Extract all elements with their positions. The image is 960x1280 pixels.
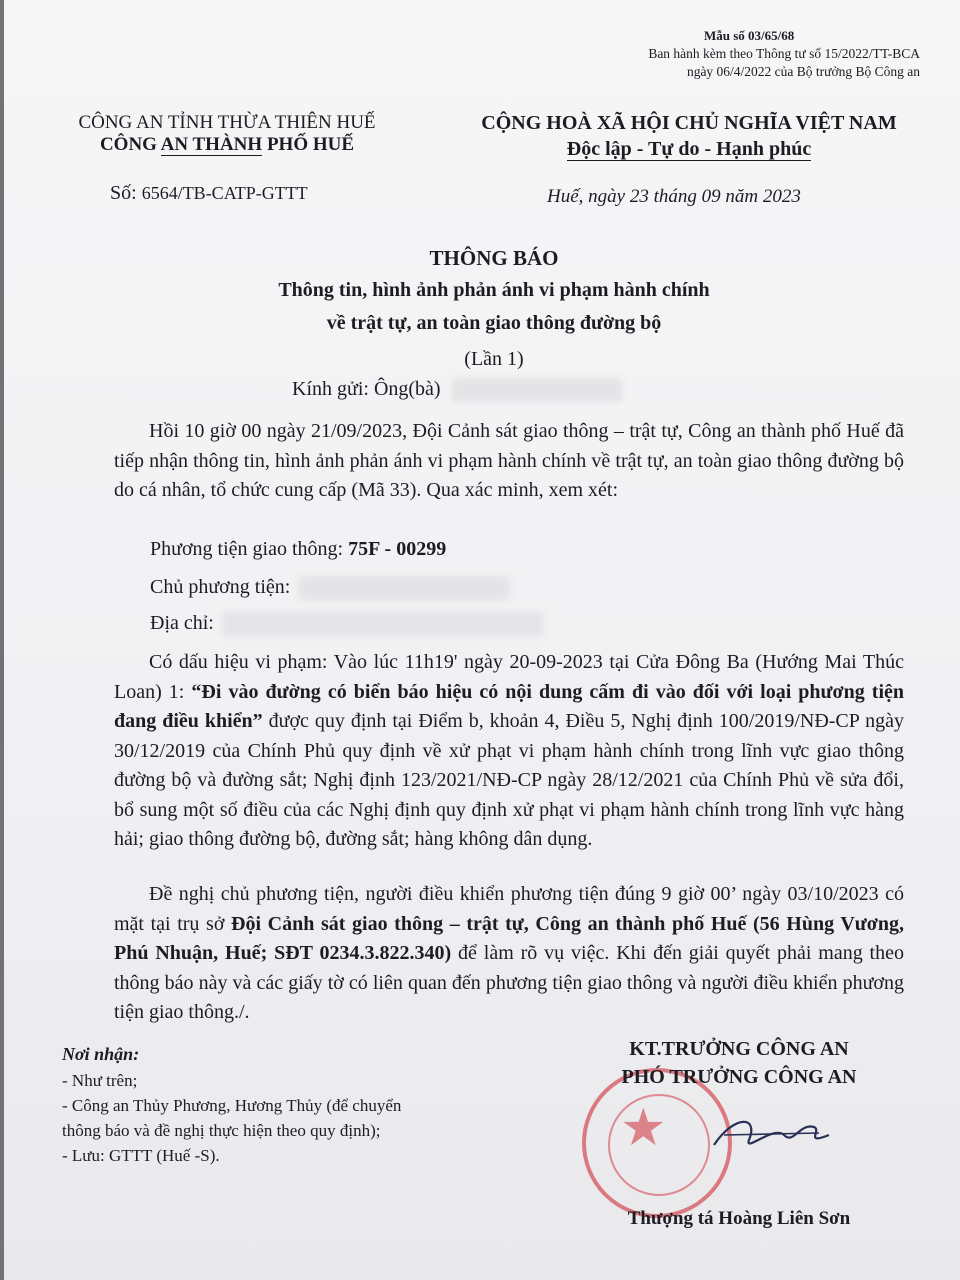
recipient-line bbox=[292, 378, 622, 402]
redacted-address bbox=[223, 612, 543, 636]
vehicle-line bbox=[150, 538, 446, 561]
recipients-label: Nơi nhận: bbox=[62, 1044, 140, 1064]
notice-title: THÔNG BÁO bbox=[429, 246, 559, 270]
redacted-owner bbox=[299, 576, 509, 600]
recipients-item-3: thông báo và đề nghị thực hiện theo quy định); bbox=[62, 1121, 381, 1140]
violation-text-a: Có dấu hiệu vi phạm: Vào lúc 11h19' ngày 20-09-2023 tại Cửa Đông Ba (Hướng Mai Thúc Loan) 1: bbox=[114, 651, 904, 703]
number-value: 6564/TB-CATP-GTTT bbox=[141, 183, 308, 203]
recipients-item-2: - Công an Thủy Phương, Hương Thủy (để chuyển bbox=[62, 1096, 402, 1115]
notice-subtitle-1: Thông tin, hình ảnh phản ánh vi phạm hành chính bbox=[278, 279, 710, 301]
document-page bbox=[4, 0, 960, 1280]
issued-line-2: ngày 06/4/2022 của Bộ trưởng Bộ Công an bbox=[686, 64, 920, 79]
address-label: Địa chỉ: bbox=[150, 612, 214, 634]
org-parent: CÔNG AN TỈNH THỪA THIÊN HUẾ bbox=[78, 112, 376, 133]
org-name-c: PHỐ HUẾ bbox=[262, 134, 355, 155]
form-number: Mẫu số 03/65/68 bbox=[704, 28, 795, 43]
owner-line bbox=[150, 576, 509, 600]
signature-title-2: PHÓ TRƯỞNG CÔNG AN bbox=[621, 1066, 857, 1088]
org-name-a: CÔNG bbox=[99, 134, 161, 155]
paragraph-violation bbox=[114, 648, 904, 855]
seal-star-icon: ★ bbox=[620, 1098, 667, 1158]
motto-text: Độc lập - Tự do - Hạnh phúc bbox=[566, 138, 812, 160]
paragraph-intro-text: Hồi 10 giờ 00 ngày 21/09/2023, Đội Cảnh sát giao thông – trật tự, Công an thành phố Huế đã tiếp nhận thông tin, hình ảnh phản ánh vi phạm hành chính về trật tự, an toàn giao thông đường bộ do cá nhân, tổ chức cung cấp (Mã 33). Qua xác minh, xem xét: bbox=[114, 420, 904, 501]
notice-subtitle-2: về trật tự, an toàn giao thông đường bộ bbox=[326, 312, 662, 334]
place-date: Huế, ngày 23 tháng 09 năm 2023 bbox=[547, 186, 801, 207]
vehicle-label: Phương tiện giao thông: bbox=[150, 538, 344, 560]
handwritten-signature bbox=[704, 1105, 834, 1165]
number-label: Số: bbox=[110, 182, 137, 204]
recipient-label: Kính gửi: Ông(bà) bbox=[292, 378, 441, 400]
org-name-b: AN THÀNH bbox=[160, 134, 263, 155]
recipients-item-1: - Như trên; bbox=[62, 1071, 138, 1090]
document-number bbox=[110, 182, 308, 205]
org-name bbox=[42, 134, 412, 156]
issued-line-1: Ban hành kèm theo Thông tư số 15/2022/TT-BCA bbox=[648, 46, 920, 61]
request-text-c: để làm rõ vụ việc. Khi đến giải quyết phải mang theo thông báo này và các giấy tờ có liên quan đến phương tiện giao thông và người điều khiển phương tiện giao thông./. bbox=[114, 942, 904, 1023]
signature-title-1: KT.TRƯỞNG CÔNG AN bbox=[629, 1038, 849, 1060]
recipients-item-4: - Lưu: GTTT (Huế -S). bbox=[62, 1146, 220, 1165]
paragraph-request bbox=[114, 880, 904, 1028]
vehicle-plate: 75F - 00299 bbox=[348, 538, 447, 560]
address-line bbox=[150, 612, 543, 636]
redacted-name bbox=[452, 378, 622, 402]
request-text-a: Đề nghị chủ phương tiện, người điều khiển phương tiện đúng 9 giờ 00’ ngày 03/10/2023 có mặt tại trụ sở bbox=[114, 883, 904, 935]
nation-name: CỘNG HOÀ XÃ HỘI CHỦ NGHĨA VIỆT NAM bbox=[481, 112, 897, 134]
notice-round: (Lần 1) bbox=[464, 348, 524, 370]
request-text-b: Đội Cảnh sát giao thông – trật tự, Công an thành phố Huế (56 Hùng Vương, Phú Nhuận, Huế; SĐT 0234.3.822.340) bbox=[114, 912, 904, 964]
signer-name: Thượng tá Hoàng Liên Sơn bbox=[627, 1208, 851, 1229]
motto bbox=[444, 138, 934, 161]
owner-label: Chủ phương tiện: bbox=[150, 576, 291, 598]
violation-text-c: được quy định tại Điểm b, khoản 4, Điều 5, Nghị định 100/2019/NĐ-CP ngày 30/12/2019 của Chính Phủ quy định về xử phạt vi phạm hành chính trong lĩnh vực giao thông đường bộ và đường sắt; Nghị định 123/2021/NĐ-CP ngày 28/12/2021 của Chính Phủ về sửa đổi, bổ sung một số điều của các Nghị định quy định xử phạt vi phạm hành chính trong lĩnh vực hàng hải; giao thông đường bộ, đường sắt; hàng không dân dụng. bbox=[114, 710, 904, 850]
paragraph-intro bbox=[114, 417, 904, 506]
violation-text-b: “Đi vào đường có biển báo hiệu có nội dung cấm đi vào đối với loại phương tiện đang điều khiển” bbox=[114, 680, 905, 732]
